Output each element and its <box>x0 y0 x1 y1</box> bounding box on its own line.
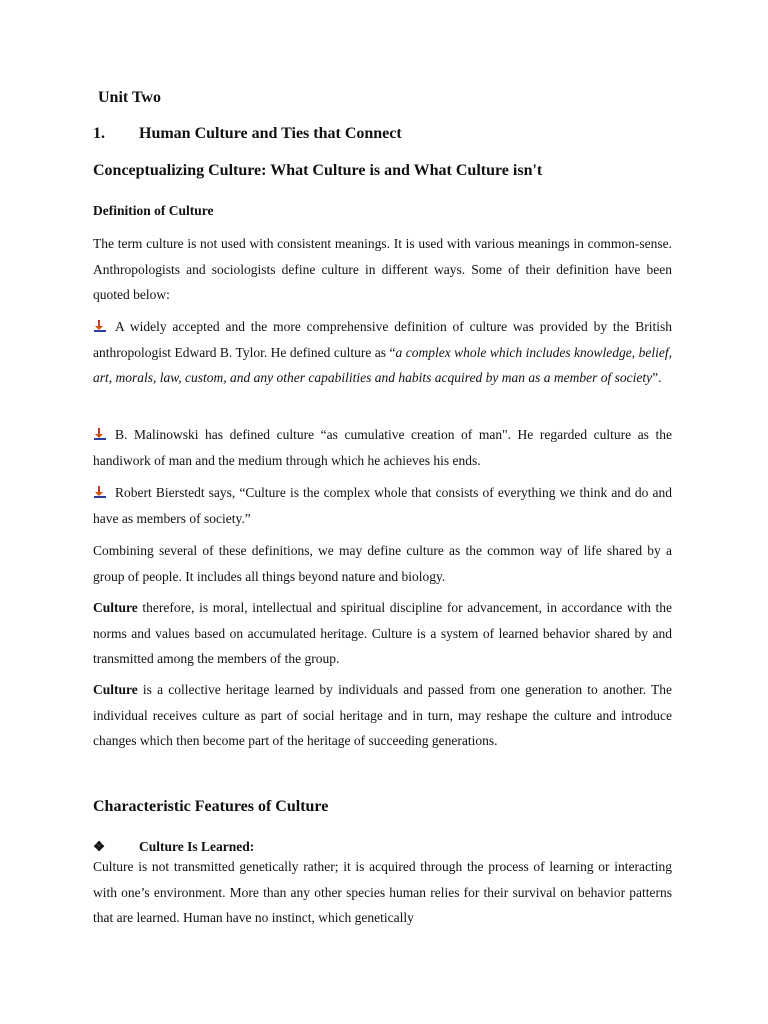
arrow-bullet-icon <box>93 428 107 440</box>
bullet-tylor <box>93 314 672 391</box>
diamond-bullet-icon: ❖ <box>93 839 106 854</box>
concept-heading: Conceptualizing Culture: What Culture is and What Culture isn't <box>93 162 543 179</box>
arrow-bullet-icon <box>93 486 107 498</box>
definition-heading: Definition of Culture <box>93 203 214 218</box>
learned-title: Culture Is Learned: <box>139 839 255 854</box>
section-title: Human Culture and Ties that Connect <box>139 125 402 142</box>
arrow-bullet-icon <box>93 320 107 332</box>
culture-paragraph-2-text: is a collective heritage learned by individuals and passed from one generation to another. The individual receives culture as part of social heritage and in turn, may reshape the culture and introduce changes which then become part of the heritage of succeeding generations. <box>93 682 672 748</box>
bullet-bierstedt <box>93 480 672 531</box>
culture-paragraph-1 <box>93 595 672 672</box>
tylor-end: ”. <box>652 370 662 385</box>
bullet-malinowski <box>93 422 672 473</box>
learned-paragraph: Culture is not transmitted genetically rather; it is acquired through the process of learning or interacting with one’s environment. More than any other species human relies for their survival on behavior patterns that are learned. Human have no instinct, which genetically <box>93 859 672 925</box>
malinowski-text: B. Malinowski has defined culture “as cumulative creation of man". He regarded culture as the handiwork of man and the medium through which he achieves his ends. <box>93 427 672 468</box>
culture-term: Culture <box>93 682 138 697</box>
culture-term: Culture <box>93 600 138 615</box>
intro-paragraph: The term culture is not used with consistent meanings. It is used with various meanings in common-sense. Anthropologists and sociologists define culture in different ways. Some of their definition have been quoted below: <box>93 236 672 302</box>
tylor-quote: a complex whole which includes knowledge, belief, art, morals, law, custom, and any other capabilities and habits acquired by man as a member of society <box>93 344 672 385</box>
section-heading <box>93 125 402 143</box>
section-number: 1. <box>93 125 105 142</box>
combining-paragraph: Combining several of these definitions, we may define culture as the common way of life shared by a group of people. It includes all things beyond nature and biology. <box>93 543 672 584</box>
characteristics-heading: Characteristic Features of Culture <box>93 798 329 815</box>
tylor-text: A widely accepted and the more comprehensive definition of culture was provided by the British anthropologist Edward B. Tylor. He defined culture as “ <box>93 319 672 360</box>
culture-paragraph-2 <box>93 677 672 754</box>
culture-paragraph-1-text: therefore, is moral, intellectual and spiritual discipline for advancement, in accordance with the norms and values based on accumulated heritage. Culture is a system of learned behavior shared by and transmitted among the members of the group. <box>93 600 672 666</box>
learned-heading <box>93 839 254 855</box>
unit-title: Unit Two <box>98 89 161 106</box>
bierstedt-text: Robert Bierstedt says, “Culture is the complex whole that consists of everything we think and do and have as members of society.” <box>93 485 672 526</box>
